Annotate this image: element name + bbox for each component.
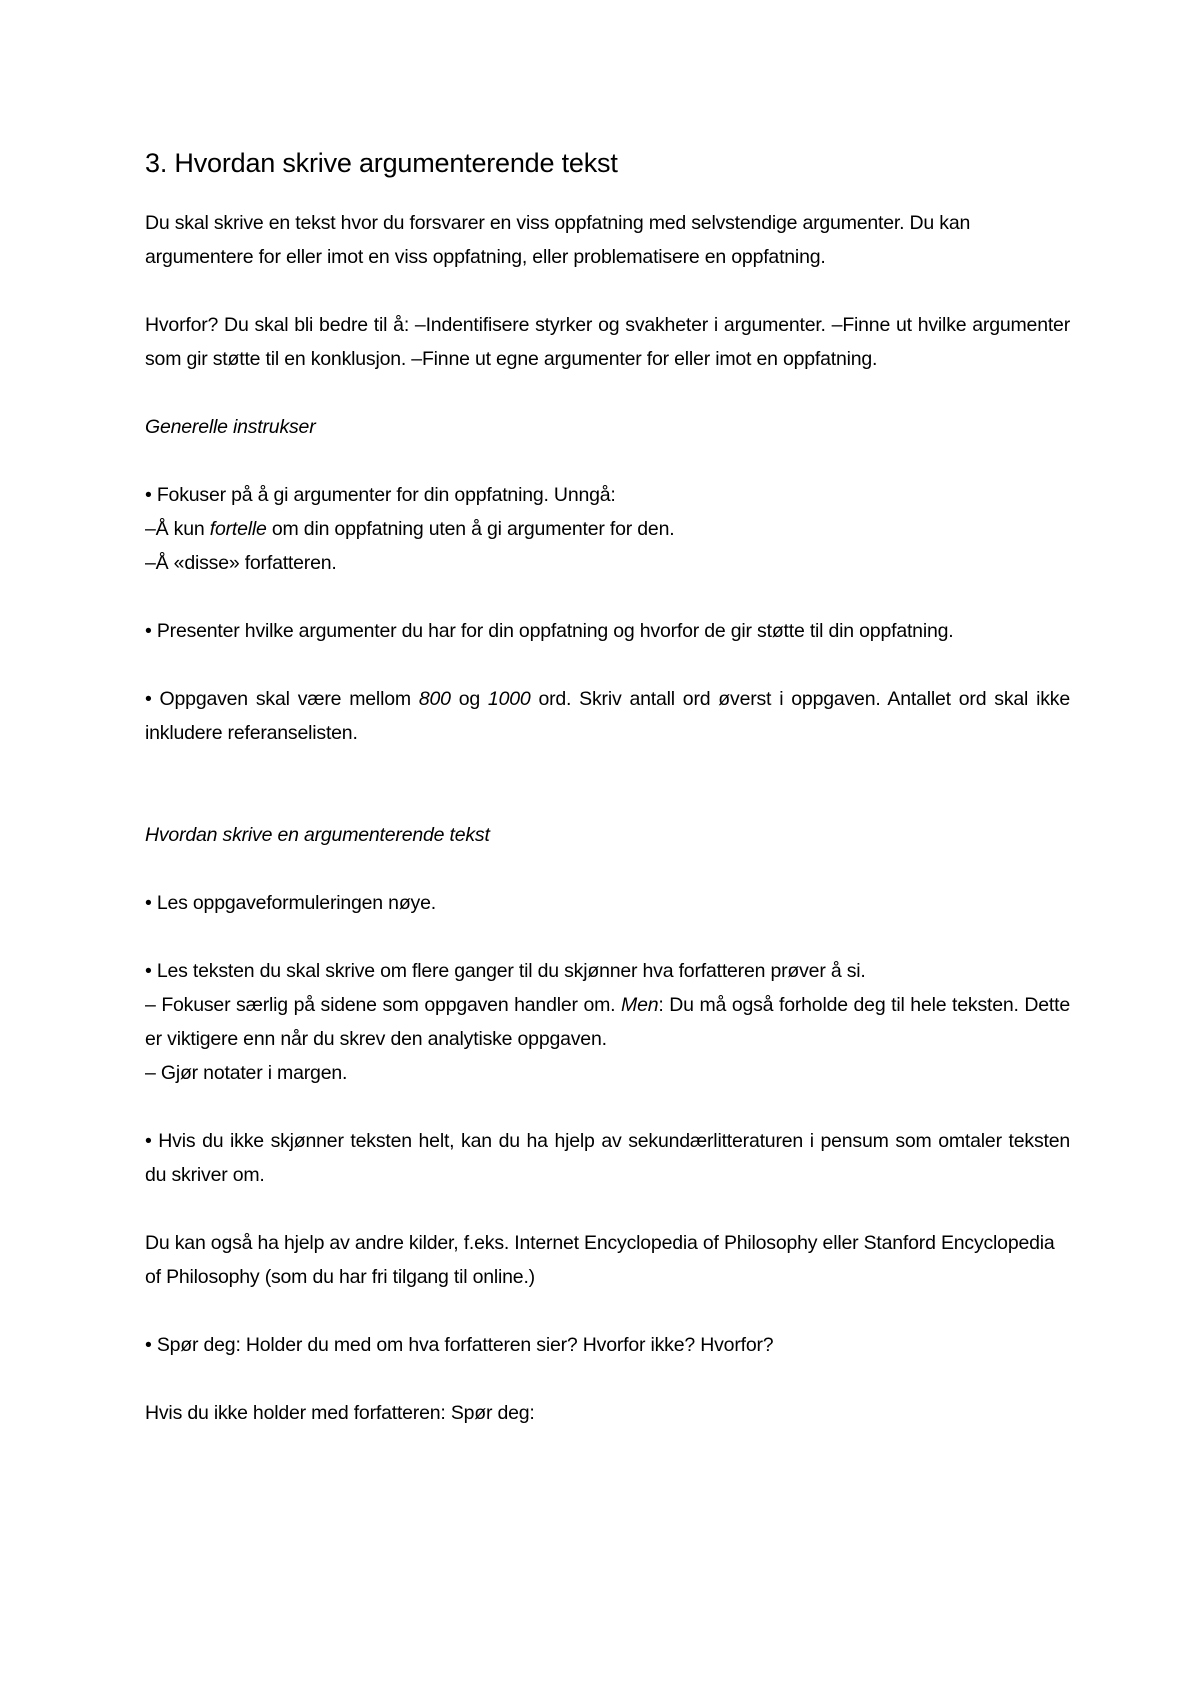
section-heading-general: Generelle instrukser xyxy=(145,416,316,438)
last-paragraph: Hvis du ikke holder med forfatteren: Spør deg: xyxy=(145,1402,535,1424)
text-segment: : Du må også forholde deg til hele teksten. Dette er viktigere enn når du skrev den analytiske oppgaven. xyxy=(145,994,1071,1050)
sub-item-notes: – Gjør notater i margen. xyxy=(145,1062,348,1084)
spacer xyxy=(145,750,1070,818)
document-page xyxy=(145,140,1070,1430)
spacer xyxy=(145,580,1070,614)
sub-item-disse: –Å «disse» forfatteren. xyxy=(145,552,337,574)
bullet-present: • Presenter hvilke argumenter du har for din oppfatning og hvorfor de gir støtte til din oppfatning. xyxy=(145,620,954,642)
spacer xyxy=(145,920,1070,954)
sources-paragraph: Du kan også ha hjelp av andre kilder, f.eks. Internet Encyclopedia of Philosophy eller Stanford Encyclopedia of Philosophy (som du har fri tilgang til online.) xyxy=(145,1232,1055,1288)
spacer xyxy=(145,648,1070,682)
emphasis-text: 800 xyxy=(418,688,451,710)
text-segment: – Fokuser særlig på sidene som oppgaven handler om. xyxy=(145,994,622,1016)
bullet-focus: • Fokuser på å gi argumenter for din oppfatning. Unngå: xyxy=(145,484,616,506)
intro-paragraph: Du skal skrive en tekst hvor du forsvarer en viss oppfatning med selvstendige argumenter. Du kan argumentere for eller imot en viss oppfatning, eller problematisere en oppfatning. xyxy=(145,212,971,268)
emphasis-text: fortelle xyxy=(209,518,267,540)
spacer xyxy=(145,852,1070,886)
spacer xyxy=(145,1090,1070,1124)
sub-item-focus-pages xyxy=(145,988,1070,1056)
sub-item-tell xyxy=(145,512,1070,546)
why-paragraph: Hvorfor? Du skal bli bedre til å: –Indentifisere styrker og svakheter i argumenter. –Finne ut hvilke argumenter som gir støtte til en konklusjon. –Finne ut egne argumenter for eller imot en oppfatning. xyxy=(145,314,1070,370)
spacer xyxy=(145,274,1070,308)
text-segment: og xyxy=(450,688,488,710)
spacer xyxy=(145,376,1070,410)
text-segment: • Oppgaven skal være mellom xyxy=(145,688,419,710)
page-title: 3. Hvordan skrive argumenterende tekst xyxy=(145,148,618,178)
spacer xyxy=(145,444,1070,478)
bullet-secondary-literature: • Hvis du ikke skjønner teksten helt, kan du ha hjelp av sekundærlitteraturen i pensum som omtaler teksten du skriver om. xyxy=(145,1130,1070,1186)
emphasis-text: 1000 xyxy=(487,688,531,710)
text-segment: –Å kun xyxy=(145,518,210,540)
bullet-word-count xyxy=(145,682,1070,750)
text-segment: ord. Skriv antall ord øverst i oppgaven. Antallet ord skal ikke inkludere referanselisten. xyxy=(145,688,1070,744)
emphasis-text: Men xyxy=(621,994,659,1016)
bullet-ask-yourself: • Spør deg: Holder du med om hva forfatteren sier? Hvorfor ikke? Hvorfor? xyxy=(145,1334,774,1356)
bullet-read-task: • Les oppgaveformuleringen nøye. xyxy=(145,892,436,914)
spacer xyxy=(145,1294,1070,1328)
bullet-read-text: • Les teksten du skal skrive om flere ganger til du skjønner hva forfatteren prøver å si. xyxy=(145,960,866,982)
text-segment: om din oppfatning uten å gi argumenter for den. xyxy=(266,518,675,540)
spacer xyxy=(145,1362,1070,1396)
spacer xyxy=(145,1192,1070,1226)
section-heading-how: Hvordan skrive en argumenterende tekst xyxy=(145,824,490,846)
